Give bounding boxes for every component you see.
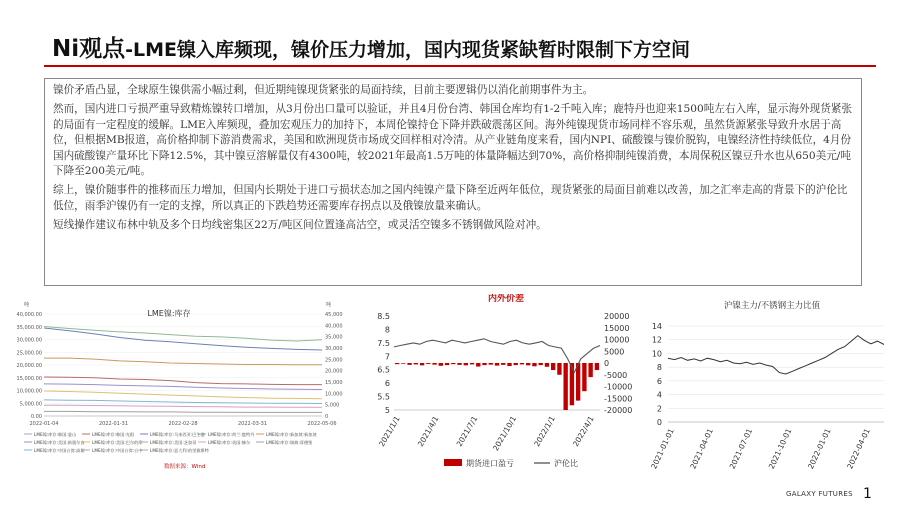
chart2-bar (439, 363, 443, 366)
chart3-y-tick: 6 (656, 376, 662, 386)
chart1-legend-item: LME镍:库存:新加坡:新加坡 (266, 432, 317, 437)
analysis-textbox (44, 78, 862, 286)
chart1-left-tick: 40,000.00 (16, 312, 42, 318)
chart1-right-tick: 15,000 (325, 380, 343, 386)
chart3-y-tick: 8 (656, 363, 662, 373)
chart1-series-line (44, 411, 322, 412)
chart2-bar (570, 363, 574, 405)
chart2-bar (557, 363, 561, 375)
chart2-bar (395, 363, 399, 364)
chart1-series-line (44, 377, 322, 385)
legend-bar-swatch (444, 459, 462, 466)
chart1-left-tick: 0.00 (30, 414, 42, 420)
chart1-right-tick: 0 (325, 414, 329, 420)
chart1-legend-item: LME镍:库存:美国:巴尔的摩 (92, 440, 143, 445)
chart2-bar (407, 363, 411, 365)
footer-brand: GALAXY FUTURES (786, 490, 853, 498)
chart1-legend-item: LME镍:库存:韩国:釜山 (34, 432, 77, 437)
chart1-right-tick: 25,000 (325, 357, 343, 364)
chart1-left-tick: 25,000.00 (16, 350, 42, 357)
chart2-right-tick: 15000 (604, 323, 630, 333)
chart1-left-tick: 10,000.00 (16, 388, 42, 395)
chart1-legend-item: LME镍:库存:荷兰:鹿特丹 (208, 432, 255, 437)
title-sep: - (125, 39, 134, 61)
chart2-bar (445, 363, 449, 365)
chart2-right-tick: -15000 (604, 394, 633, 404)
chart1-series-line (44, 391, 322, 399)
paragraph-2: 然而，国内进口亏损严重导致精炼镍转口增加，从3月份出口量可以验证，并且4月份台湾、韩国仓库均有1-2千吨入库；鹿特丹也迎来1500吨左右入库，显示海外现货紧张的局面有一定程度的缓解。LME入库频现，叠加宏观压力的加持下，本周伦镍持仓下降并跌破震荡区间。海外纯镍现货市场同样不容乐观，虽然货源紧张导致升水居于高位，但根据MB报道，高价格抑制下游消费需求，美国和欧洲现货市场成交回样相对冷清。从产业链角度来看，国内NPI、硫酸镍与镍价脱钩，电镍经济性持续低位，4月份国内硫酸镍产量环比下降12.5%，其中镍豆溶解量仅有4300吨，较2021年最高1.5万吨的体量降幅达到70%，高价格抑制纯镍消费，本周保税区镍豆升水也从650美元/吨下降至200美元/吨。 (53, 103, 853, 178)
chart2-bar (582, 363, 586, 391)
chart3-ratio-line (668, 336, 884, 374)
chart1-left-tick: 15,000.00 (16, 375, 42, 382)
chart3-title: 沪镍主力/不锈钢主力比值 (723, 301, 821, 311)
chart2-bar (489, 363, 493, 365)
chart1-legend-item: LME镍:库存:瑞典:哥德堡 (266, 440, 313, 445)
chart1-source: 数据来源：Wind (164, 464, 206, 470)
chart2-bar (470, 363, 474, 364)
chart2-bar (545, 363, 549, 367)
chart3-y-tick: 14 (651, 322, 662, 331)
chart1-series-line (44, 405, 322, 407)
chart2-right-tick: -10000 (604, 382, 633, 392)
chart3-y-tick: 12 (651, 335, 662, 345)
chart2-bar (526, 363, 530, 365)
chart2-title: 内外价差 (487, 294, 525, 304)
chart2-bar (588, 363, 592, 377)
chart2-bar (539, 363, 543, 365)
paragraph-1: 镍价矛盾凸显，全球原生镍供需小幅过剩，但近期纯镍现货紧张的局面持续，目前主要逻辑仍以消化前期事件为主。 (53, 84, 594, 96)
chart1-legend-item: LME镍:库存:马来西亚:巴生港 (150, 432, 205, 437)
chart2-right-tick: -5000 (604, 370, 628, 380)
chart1-legend-item: LME镍:库存:英国:赫尔 (208, 440, 251, 445)
chart2-right-tick: -20000 (604, 406, 633, 415)
chart2-x-tick: 2022/4/1 (571, 414, 596, 449)
chart1-x-tick: 2022-05-06 (307, 421, 337, 427)
chart2-bar (414, 363, 418, 364)
chart1-left-tick: 35,000.00 (16, 324, 42, 331)
page-title (52, 30, 690, 63)
chart1-legend-item: LME镍:库存:美国:芝加哥 (150, 440, 197, 445)
lme-stock-svg (4, 296, 354, 472)
chart2-right-tick: 10000 (604, 335, 630, 345)
chart1-right-tick: 35,000 (325, 334, 343, 341)
chart1-legend-item: LME镍:库存:意大利:的里雅斯特 (150, 448, 209, 453)
chart2-bar (514, 363, 518, 365)
chart1-right-tick: 45,000 (325, 312, 343, 318)
chart3-x-tick: 2021-07-01 (727, 427, 755, 471)
chart2-left-tick: 6 (384, 379, 390, 389)
chart1-series-line (44, 328, 322, 350)
chart2-bar (482, 363, 486, 365)
legend-line-label: 沪伦比 (554, 459, 578, 468)
chart2-x-tick: 2022/1/1 (532, 414, 557, 449)
page-number: 1 (863, 486, 872, 502)
chart1-legend-item: LME镍:库存:中国台湾:高雄 (34, 448, 85, 453)
chart2-x-tick: 2021/4/1 (415, 414, 441, 449)
chart2-left-tick: 7.5 (377, 338, 390, 348)
chart3-x-tick: 2021-10-01 (766, 427, 794, 471)
chart2-bar (507, 363, 511, 366)
chart1-series-line (44, 358, 322, 365)
chart2-x-tick: 2021/1/1 (377, 414, 402, 449)
chart1-right-unit: 吨 (326, 302, 332, 308)
chart2-bar (457, 363, 461, 365)
chart3-y-tick: 10 (651, 349, 662, 359)
chart3-y-tick: 0 (656, 418, 662, 427)
chart2-bar (451, 363, 455, 364)
chart1-x-tick: 2022-01-04 (29, 421, 59, 427)
chart2-right-tick: 5000 (604, 347, 625, 357)
legend-bar-label: 期货进口盈亏 (466, 459, 514, 468)
chart1-left-tick: 20,000.00 (16, 363, 42, 369)
paragraph-4: 短线操作建议布林中轨及多个日均线密集区22万/吨区间位置逢高沽空，或灵活空镍多不锈钢做风险对冲。 (53, 219, 547, 232)
lme-nickel-stock-chart (4, 296, 354, 472)
chart2-right-tick: 0 (604, 359, 610, 368)
paragraph-3: 综上，镍价随事件的推移而压力增加，但国内长期处于进口亏损状态加之国内纯镍产量下降至近两年低位，现货紧张的局面目前难以改善，加之汇率走高的背景下的沪伦比低位，雨季沪镍仍有一定的支撑，所以真正的下跌趋势还需要库存拐点以及俄镍放量来确认。 (53, 184, 848, 212)
chart2-x-tick: 2021/7/1 (454, 414, 480, 449)
chart3-x-tick: 2021-01-01 (649, 427, 676, 471)
chart2-left-tick: 6.5 (377, 365, 390, 375)
chart2-x-tick: 2021/10/1 (491, 414, 519, 453)
chart2-bar (532, 363, 536, 366)
chart1-series-line (44, 400, 322, 404)
chart1-x-tick: 2022-02-28 (168, 421, 198, 427)
chart1-series-line (44, 327, 322, 342)
chart1-x-tick: 2022-01-31 (98, 421, 129, 427)
chart1-x-tick: 2022-03-31 (237, 421, 268, 427)
chart2-bar (401, 363, 405, 364)
chart1-left-tick: 5,000.00 (19, 401, 42, 408)
chart1-right-tick: 40,000 (325, 323, 343, 330)
chart2-bar (464, 363, 468, 365)
chart2-bar (501, 363, 505, 365)
chart3-x-tick: 2022-04-01 (845, 427, 872, 471)
chart1-left-tick: 30,000.00 (16, 337, 42, 344)
chart1-title: LME镍:库存 (147, 309, 191, 318)
ratio-svg (632, 294, 894, 480)
chart1-legend-item: LME镍:库存:美国:新奥尔良 (34, 440, 85, 445)
chart1-legend-item: LME镍:库存:韩国:光阳 (92, 432, 135, 437)
chart2-bar (563, 363, 567, 410)
chart3-x-tick: 2022-01-01 (806, 427, 833, 471)
price-spread-chart (364, 294, 649, 474)
chart2-left-tick: 8.5 (377, 312, 390, 321)
chart1-right-tick: 30,000 (325, 346, 343, 352)
chart3-y-tick: 4 (656, 390, 662, 400)
chart2-left-tick: 5.5 (377, 392, 390, 402)
chart2-ratio-line (394, 339, 600, 373)
chart2-left-tick: 5 (384, 406, 390, 415)
ni-ss-ratio-chart (632, 294, 894, 480)
chart2-left-tick: 8 (384, 325, 390, 335)
chart1-right-tick: 20,000 (325, 368, 343, 375)
chart1-right-tick: 10,000 (325, 391, 343, 398)
chart2-bar (595, 363, 599, 370)
title-underline (44, 65, 876, 67)
chart2-bar (432, 363, 436, 365)
title-prefix: Ni观点 (52, 36, 126, 62)
chart1-right-tick: 5,000 (325, 402, 340, 409)
chart2-bar (420, 363, 424, 365)
chart2-right-tick: 20000 (604, 312, 630, 321)
chart3-x-tick: 2021-04-01 (688, 427, 716, 471)
price-spread-svg (364, 294, 649, 474)
chart3-y-tick: 2 (656, 404, 662, 414)
chart1-legend-item: LME镍:库存:中国台湾:台中 (92, 448, 143, 453)
chart2-bar (426, 363, 430, 364)
chart2-bar (520, 363, 524, 364)
chart2-bar (476, 363, 480, 367)
chart2-bar (495, 363, 499, 366)
title-main: LME镍入库频现，镍价压力增加，国内现货紧缺暂时限制下方空间 (133, 39, 691, 61)
chart2-bar (551, 363, 555, 370)
chart1-left-unit: 吨 (24, 302, 30, 308)
chart2-left-tick: 7 (384, 352, 390, 362)
